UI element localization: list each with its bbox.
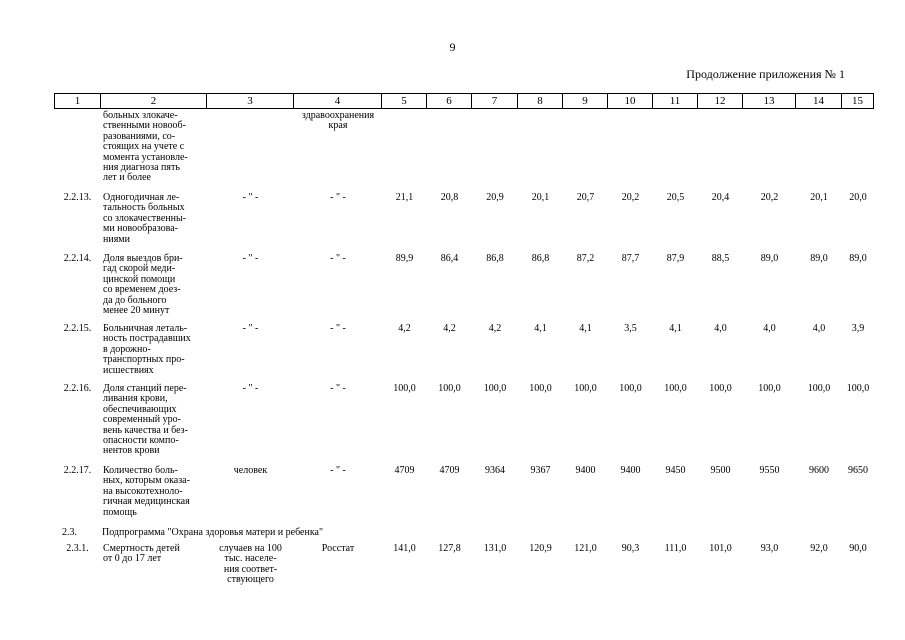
row-indicator: Смертность детей от 0 до 17 лет [103,543,180,565]
row-value: 20,2 [621,192,640,203]
row-value: 9367 [530,465,551,476]
row-value: 20,0 [849,192,867,203]
row-value [653,111,698,184]
row-value: 120,9 [529,543,552,554]
header-col-14: 14 [796,93,842,109]
row-value: 20,4 [711,192,730,203]
row-indicator: Доля выездов бри- гад скорой меди- цинской помощи со временем доез- да до больного менее 20 минут [103,253,183,317]
row-value: 141,0 [393,543,416,554]
row-value: 9650 [848,465,868,476]
header-col-3: 3 [207,93,294,109]
row-value: 87,7 [621,253,640,264]
row-value: 100,0 [846,383,870,394]
row-value: 100,0 [664,383,687,394]
row-id: 2.2.16. [63,383,92,394]
row-value: 4,2 [443,323,456,334]
row-value: 20,1 [810,192,828,203]
row-value: 89,0 [810,253,828,264]
row-source: - " - [330,383,346,394]
table-header [54,93,874,109]
row-value: 20,5 [666,192,685,203]
row-value [608,111,653,184]
row-value: 100,0 [619,383,642,394]
row-value: 4,0 [812,323,826,334]
row-value: 4,0 [714,323,727,334]
row-unit: - " - [242,323,259,334]
row-value: 88,5 [711,253,730,264]
row-value: 89,0 [760,253,779,264]
header-col-6: 6 [427,93,472,109]
row-value [563,111,608,184]
row-indicator: Количество боль- ных, которым оказа- на высокотехноло- гичная медицинская помощь [103,465,190,518]
table-row [54,254,874,316]
header-col-1: 1 [54,93,101,109]
row-value: 100,0 [438,383,461,394]
row-value: 21,1 [395,192,414,203]
row-id: 2.2.15. [63,323,92,334]
row-value: 87,9 [666,253,685,264]
row-value [472,111,518,184]
row-value: 9450 [665,465,686,476]
row-unit: случаев на 100 тыс. населе- ния соответ- ствующего [219,543,282,586]
row-value [382,111,427,184]
row-value: 4709 [439,465,460,476]
row-value: 4709 [394,465,415,476]
row-id: 2.2.13. [63,192,92,203]
row-source: - " - [330,192,346,203]
row-value: 86,4 [440,253,459,264]
row-value: 9500 [710,465,731,476]
header-col-12: 12 [698,93,743,109]
row-value: 9600 [809,465,829,476]
row-value: 20,8 [440,192,459,203]
row-unit: - " - [242,253,259,264]
row-value: 4,1 [669,323,682,334]
header-col-7: 7 [472,93,518,109]
row-indicator: Больничная леталь- ность пострадавших в дорожно- транспортных про- исшествиях [103,323,191,376]
row-value [518,111,563,184]
table-row [54,193,874,245]
row-value: 100,0 [483,383,507,394]
row-unit [207,111,294,184]
table-row [54,466,874,518]
row-id: 2.3.1. [66,543,89,554]
row-value [427,111,472,184]
row-value [842,111,874,184]
row-value: 100,0 [758,383,781,394]
row-id [54,111,101,184]
row-unit: - " - [242,383,259,394]
row-value: 20,9 [486,192,504,203]
row-source: Росстат [321,543,355,554]
header-col-11: 11 [653,93,698,109]
row-source: - " - [330,465,346,476]
header-col-13: 13 [743,93,796,109]
header-col-9: 9 [563,93,608,109]
row-source: здравоохранения края [301,110,375,132]
row-value: 9400 [620,465,641,476]
header-col-10: 10 [608,93,653,109]
row-value: 87,2 [576,253,595,264]
row-value: 93,0 [760,543,779,554]
table-row [54,111,874,184]
row-value: 90,3 [621,543,640,554]
row-value: 100,0 [709,383,732,394]
row-value: 100,0 [807,383,831,394]
row-value: 4,0 [763,323,776,334]
subprogram-title: Подпрограмма "Охрана здоровья матери и ребенка" [102,527,324,538]
row-value: 121,0 [574,543,597,554]
subprogram-id: 2.3. [62,527,77,538]
table-row [54,384,874,457]
row-value: 9364 [485,465,505,476]
row-value: 89,9 [395,253,414,264]
row-value: 4,2 [398,323,411,334]
row-value: 131,0 [483,543,507,554]
header-col-5: 5 [382,93,427,109]
header-col-8: 8 [518,93,563,109]
continuation-label: Продолжение приложения № 1 [686,67,845,81]
row-indicator: Доля станций пере- ливания крови, обеспечивающих современный уро- вень качества и без- опасности компо- нентов крови [103,383,188,457]
row-value: 20,7 [576,192,595,203]
row-value [796,111,842,184]
row-value: 20,1 [531,192,550,203]
row-value: 86,8 [486,253,504,264]
table-row [54,324,874,376]
row-value: 90,0 [849,543,867,554]
row-unit: - " - [242,192,259,203]
row-source: - " - [330,323,346,334]
row-value: 101,0 [709,543,732,554]
row-value: 4,1 [579,323,592,334]
row-value: 100,0 [529,383,552,394]
header-col-2: 2 [101,93,207,109]
row-value: 20,2 [760,192,779,203]
row-id: 2.2.17. [63,465,92,476]
row-value: 127,8 [438,543,461,554]
row-value: 4,1 [534,323,547,334]
row-value: 100,0 [574,383,597,394]
row-indicator: больных злокаче- ственными новооб- разованиями, со- стоящих на учете с момента установле- ния диагноза пять лет и более [103,110,188,184]
row-value: 9400 [575,465,596,476]
row-source: - " - [330,253,346,264]
row-unit: человек [233,465,268,476]
row-value: 86,8 [531,253,550,264]
row-value: 4,2 [488,323,502,334]
row-value: 9550 [759,465,780,476]
row-indicator: Одногодичная ле- тальность больных со злокачественны- ми новообразова- ниями [103,192,187,245]
row-value: 111,0 [664,543,687,554]
row-id: 2.2.14. [63,253,92,264]
row-value: 3,5 [624,323,637,334]
row-value [698,111,743,184]
row-value: 3,9 [851,323,865,334]
page-number: 9 [449,40,456,54]
row-value: 89,0 [849,253,867,264]
table-row [54,544,874,586]
row-value: 100,0 [393,383,416,394]
header-col-15: 15 [842,93,874,109]
header-col-4: 4 [294,93,382,109]
row-value [743,111,796,184]
row-value: 92,0 [810,543,828,554]
